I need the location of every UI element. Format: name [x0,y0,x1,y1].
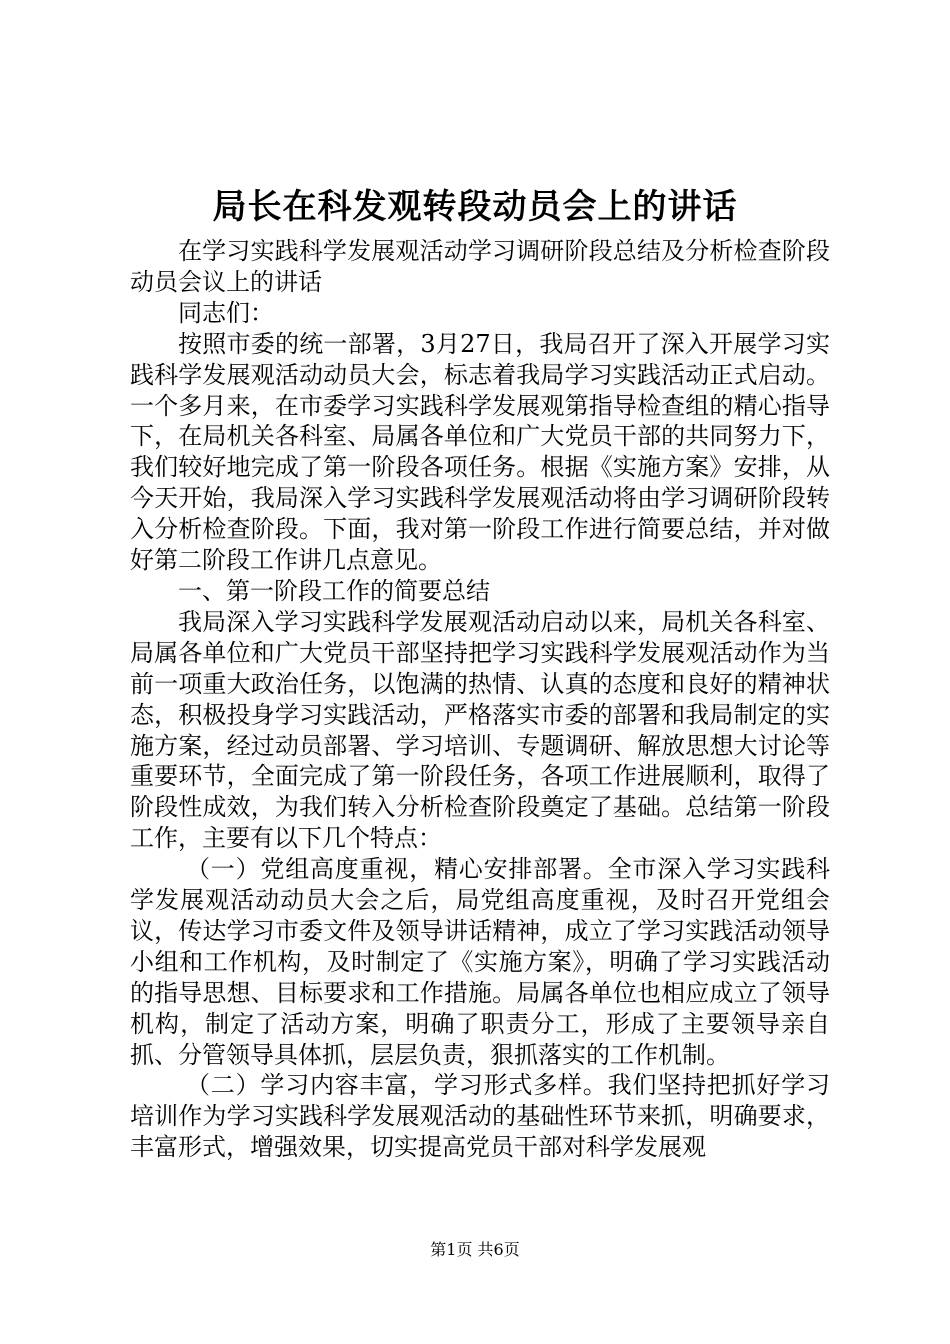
paragraph-point-one: （一）党组高度重视，精心安排部署。全市深入学习实践科学发展观活动动员大会之后，局党组高度重视，及时召开党组会议，传达学习市委文件及领导讲话精神，成立了学习实践活动领导小组和工作机构，及时制定了《实施方案》，明确了学习实践活动的指导思想、目标要求和工作措施。局属各单位也相应成立了领导机构，制定了活动方案，明确了职责分工，形成了主要领导亲自抓、分管领导具体抓，层层负责，狠抓落实的工作机制。 [130,855,830,1069]
paragraph-point-two: （二）学习内容丰富，学习形式多样。我们坚持把抓好学习培训作为学习实践科学发展观活动的基础性环节来抓，明确要求，丰富形式，增强效果，切实提高党员干部对科学发展观 [130,1071,830,1162]
document-body [130,236,830,1163]
paragraph-intro: 按照市委的统一部署，3月27日，我局召开了深入开展学习实践科学发展观活动动员大会，标志着我局学习实践活动正式启动。一个多月来，在市委学习实践科学发展观第指导检查组的精心指导下，在局机关各科室、局属各单位和广大党员干部的共同努力下，我们较好地完成了第一阶段各项任务。根据《实施方案》安排，从今天开始，我局深入学习实践科学发展观活动将由学习调研阶段转入分析检查阶段。下面，我对第一阶段工作进行简要总结，并对做好第二阶段工作讲几点意见。 [130,329,830,575]
document-title: 局长在科发观转段动员会上的讲话 [212,187,738,227]
paragraph-summary: 我局深入学习实践科学发展观活动启动以来，局机关各科室、局属各单位和广大党员干部坚持把学习实践科学发展观活动作为当前一项重大政治任务，以饱满的热情、认真的态度和良好的精神状态，积极投身学习实践活动，严格落实市委的部署和我局制定的实施方案，经过动员部署、学习培训、专题调研、解放思想大讨论等重要环节，全面完成了第一阶段任务，各项工作进展顺利，取得了阶段性成效，为我们转入分析检查阶段奠定了基础。总结第一阶段工作，主要有以下几个特点： [130,607,830,853]
page-number-footer: 第1页 共6页 [430,1240,520,1259]
paragraph-subtitle: 在学习实践科学发展观活动学习调研阶段总结及分析检查阶段动员会议上的讲话 [130,237,830,296]
section-heading: 一、第一阶段工作的简要总结 [178,576,490,605]
paragraph-salutation: 同志们： [178,298,274,327]
